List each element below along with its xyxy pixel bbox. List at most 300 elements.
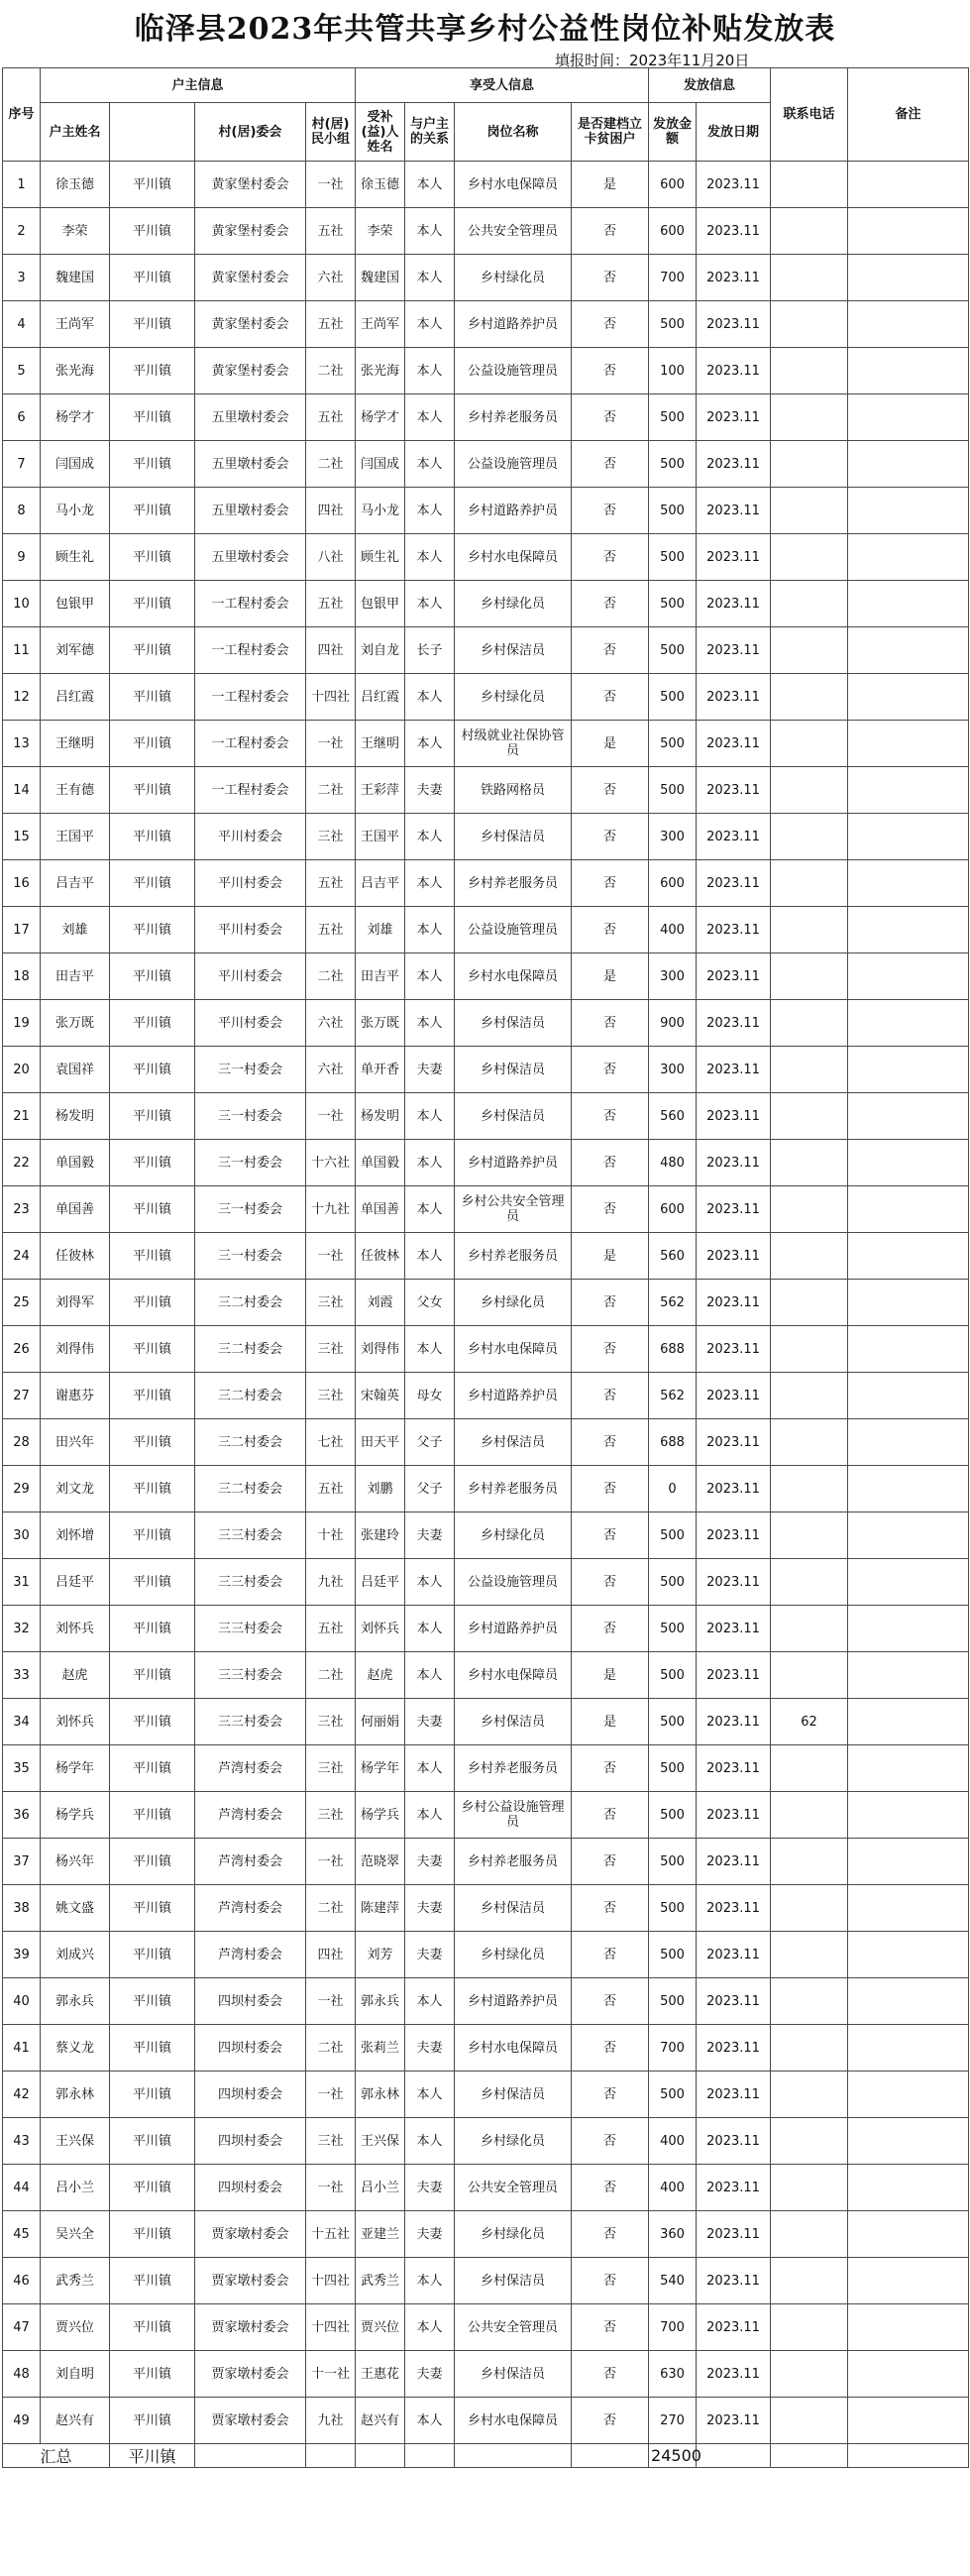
poverty-cell: 否 [572,2304,649,2351]
table-row [3,581,969,627]
village-cell: 一工程村委会 [195,627,306,674]
beneficiary-name-cell: 吕廷平 [356,1559,405,1606]
document-title: 临泽县2023年共管共享乡村公益性岗位补贴发放表 [134,12,836,47]
poverty-cell: 否 [572,2118,649,2165]
relation-cell: 夫妻 [405,2351,455,2398]
pay-date-cell: 2023.11 [697,348,771,394]
phone-cell [771,255,848,301]
beneficiary-name-cell: 杨学年 [356,1745,405,1792]
post-cell: 公益设施管理员 [455,348,572,394]
pay-date-cell: 2023.11 [697,162,771,208]
relation-cell: 本人 [405,1559,455,1606]
seq-cell: 10 [3,581,41,627]
phone-cell [771,2025,848,2072]
owner-name-cell: 吴兴全 [41,2211,110,2258]
village-cell: 贾家墩村委会 [195,2351,306,2398]
phone-cell [771,1466,848,1512]
relation-cell: 夫妻 [405,1885,455,1932]
group-cell: 五社 [306,907,356,953]
amount-cell: 500 [649,1652,697,1699]
phone-cell [771,674,848,721]
owner-name-cell: 王继明 [41,721,110,767]
post-cell: 乡村水电保障员 [455,2398,572,2444]
total-cell-empty [572,2444,649,2468]
table-row [3,907,969,953]
beneficiary-name-cell: 赵兴有 [356,2398,405,2444]
village-cell: 三一村委会 [195,1140,306,1186]
beneficiary-name-cell: 亚建兰 [356,2211,405,2258]
post-cell: 乡村道路养护员 [455,301,572,348]
remark-cell [848,721,969,767]
pay-date-cell: 2023.11 [697,2304,771,2351]
phone-cell [771,2165,848,2211]
remark-cell [848,674,969,721]
beneficiary-name-cell: 田吉平 [356,953,405,1000]
amount-cell: 500 [649,627,697,674]
village-cell: 四坝村委会 [195,2165,306,2211]
town-cell: 平川镇 [110,488,195,534]
group-cell: 十九社 [306,1186,356,1233]
poverty-cell: 是 [572,1699,649,1745]
pay-date-cell: 2023.11 [697,1885,771,1932]
remark-cell [848,907,969,953]
header-amount: 发放金额 [649,103,697,162]
poverty-cell: 否 [572,1419,649,1466]
amount-cell: 630 [649,2351,697,2398]
remark-cell [848,1652,969,1699]
table-row [3,2304,969,2351]
pay-date-cell: 2023.11 [697,1000,771,1047]
relation-cell: 本人 [405,814,455,860]
group-cell: 六社 [306,1047,356,1093]
remark-cell [848,814,969,860]
village-cell: 四坝村委会 [195,1978,306,2025]
owner-name-cell: 吕小兰 [41,2165,110,2211]
village-cell: 三三村委会 [195,1699,306,1745]
phone-cell [771,1932,848,1978]
amount-cell: 500 [649,2072,697,2118]
beneficiary-name-cell: 郭永林 [356,2072,405,2118]
table-row [3,1373,969,1419]
village-cell: 三一村委会 [195,1233,306,1280]
amount-cell: 300 [649,814,697,860]
seq-cell: 24 [3,1233,41,1280]
remark-cell [848,1466,969,1512]
post-cell: 乡村绿化员 [455,1280,572,1326]
seq-cell: 45 [3,2211,41,2258]
header-village: 村(居)委会 [195,103,306,162]
header-remark: 备注 [848,68,969,162]
poverty-cell: 是 [572,953,649,1000]
village-cell: 三二村委会 [195,1280,306,1326]
group-cell: 一社 [306,1978,356,2025]
village-cell: 五里墩村委会 [195,441,306,488]
remark-cell [848,1326,969,1373]
phone-cell [771,860,848,907]
seq-cell: 5 [3,348,41,394]
town-cell: 平川镇 [110,814,195,860]
table-row [3,2258,969,2304]
village-cell: 黄家堡村委会 [195,301,306,348]
seq-cell: 35 [3,1745,41,1792]
town-cell: 平川镇 [110,2398,195,2444]
relation-cell: 本人 [405,348,455,394]
amount-cell: 400 [649,907,697,953]
pay-date-cell: 2023.11 [697,907,771,953]
seq-cell: 37 [3,1839,41,1885]
remark-cell [848,767,969,814]
pay-date-cell: 2023.11 [697,814,771,860]
seq-cell: 28 [3,1419,41,1466]
group-cell: 二社 [306,953,356,1000]
pay-date-cell: 2023.11 [697,953,771,1000]
pay-date-cell: 2023.11 [697,860,771,907]
post-cell: 乡村道路养护员 [455,1606,572,1652]
table-row [3,1606,969,1652]
poverty-cell: 是 [572,721,649,767]
amount-cell: 500 [649,1512,697,1559]
town-cell: 平川镇 [110,767,195,814]
pay-date-cell: 2023.11 [697,1047,771,1093]
table-row [3,255,969,301]
town-cell: 平川镇 [110,953,195,1000]
group-cell: 五社 [306,1606,356,1652]
poverty-cell: 否 [572,1000,649,1047]
remark-cell [848,441,969,488]
relation-cell: 母女 [405,1373,455,1419]
amount-cell: 500 [649,1606,697,1652]
post-cell: 乡村绿化员 [455,581,572,627]
group-cell: 三社 [306,1326,356,1373]
phone-cell [771,1186,848,1233]
pay-date-cell: 2023.11 [697,2258,771,2304]
phone-cell [771,721,848,767]
pay-date-cell: 2023.11 [697,1839,771,1885]
beneficiary-name-cell: 魏建国 [356,255,405,301]
amount-cell: 600 [649,208,697,255]
table-row [3,1652,969,1699]
group-cell: 三社 [306,814,356,860]
pay-date-cell: 2023.11 [697,721,771,767]
owner-name-cell: 赵兴有 [41,2398,110,2444]
beneficiary-name-cell: 刘得伟 [356,1326,405,1373]
post-cell: 乡村绿化员 [455,1512,572,1559]
beneficiary-name-cell: 范晓翠 [356,1839,405,1885]
remark-cell [848,2211,969,2258]
seq-cell: 11 [3,627,41,674]
table-row [3,1233,969,1280]
poverty-cell: 否 [572,674,649,721]
poverty-cell: 否 [572,627,649,674]
phone-cell [771,1373,848,1419]
village-cell: 贾家墩村委会 [195,2398,306,2444]
post-cell: 村级就业社保协管员 [455,721,572,767]
subsidy-table [2,67,969,2468]
owner-name-cell: 单国善 [41,1186,110,1233]
relation-cell: 本人 [405,441,455,488]
relation-cell: 本人 [405,534,455,581]
village-cell: 芦湾村委会 [195,1932,306,1978]
phone-cell [771,2258,848,2304]
table-row [3,1839,969,1885]
pay-date-cell: 2023.11 [697,1233,771,1280]
phone-cell [771,2118,848,2165]
town-cell: 平川镇 [110,860,195,907]
village-cell: 一工程村委会 [195,674,306,721]
poverty-cell: 否 [572,2258,649,2304]
pay-date-cell: 2023.11 [697,1140,771,1186]
group-cell: 二社 [306,2025,356,2072]
beneficiary-name-cell: 武秀兰 [356,2258,405,2304]
beneficiary-name-cell: 宋翰英 [356,1373,405,1419]
post-cell: 乡村绿化员 [455,255,572,301]
beneficiary-name-cell: 张光海 [356,348,405,394]
remark-cell [848,1885,969,1932]
group-cell: 十社 [306,1512,356,1559]
post-cell: 乡村养老服务员 [455,1839,572,1885]
relation-cell: 夫妻 [405,1512,455,1559]
town-cell: 平川镇 [110,1932,195,1978]
phone-cell [771,348,848,394]
seq-cell: 44 [3,2165,41,2211]
seq-cell: 41 [3,2025,41,2072]
village-cell: 平川村委会 [195,860,306,907]
seq-cell: 25 [3,1280,41,1326]
village-cell: 一工程村委会 [195,721,306,767]
pay-date-cell: 2023.11 [697,627,771,674]
group-cell: 五社 [306,1466,356,1512]
table-row [3,441,969,488]
owner-name-cell: 郭永林 [41,2072,110,2118]
beneficiary-name-cell: 张万既 [356,1000,405,1047]
remark-cell [848,1140,969,1186]
poverty-cell: 否 [572,1559,649,1606]
relation-cell: 本人 [405,1186,455,1233]
town-cell: 平川镇 [110,581,195,627]
remark-cell [848,1280,969,1326]
beneficiary-name-cell: 吕红霞 [356,674,405,721]
poverty-cell: 否 [572,767,649,814]
post-cell: 乡村公益设施管理员 [455,1792,572,1839]
post-cell: 乡村保洁员 [455,1885,572,1932]
owner-name-cell: 蔡义龙 [41,2025,110,2072]
post-cell: 乡村养老服务员 [455,394,572,441]
relation-cell: 夫妻 [405,1839,455,1885]
table-row [3,2398,969,2444]
group-cell: 十一社 [306,2351,356,2398]
poverty-cell: 否 [572,1512,649,1559]
village-cell: 三二村委会 [195,1419,306,1466]
amount-cell: 500 [649,1699,697,1745]
amount-cell: 500 [649,581,697,627]
owner-name-cell: 吕廷平 [41,1559,110,1606]
pay-date-cell: 2023.11 [697,1093,771,1140]
relation-cell: 本人 [405,1326,455,1373]
header-phone: 联系电话 [771,68,848,162]
beneficiary-name-cell: 刘霞 [356,1280,405,1326]
owner-name-cell: 徐玉德 [41,162,110,208]
poverty-cell: 否 [572,907,649,953]
phone-cell [771,1839,848,1885]
total-label: 汇总 [3,2444,110,2468]
group-cell: 五社 [306,208,356,255]
phone-cell [771,1745,848,1792]
pay-date-cell: 2023.11 [697,1559,771,1606]
total-cell-empty [771,2444,848,2468]
post-cell: 乡村公共安全管理员 [455,1186,572,1233]
owner-name-cell: 刘成兴 [41,1932,110,1978]
remark-cell [848,2072,969,2118]
amount-cell: 500 [649,441,697,488]
poverty-cell: 否 [572,301,649,348]
header-group: 村(居)民小组 [306,103,356,162]
seq-cell: 27 [3,1373,41,1419]
amount-cell: 480 [649,1140,697,1186]
post-cell: 乡村道路养护员 [455,1373,572,1419]
remark-cell [848,1699,969,1745]
seq-cell: 4 [3,301,41,348]
remark-cell [848,348,969,394]
poverty-cell: 否 [572,2025,649,2072]
remark-cell [848,2258,969,2304]
post-cell: 乡村绿化员 [455,1932,572,1978]
remark-cell [848,1792,969,1839]
remark-cell [848,1745,969,1792]
town-cell: 平川镇 [110,721,195,767]
pay-date-cell: 2023.11 [697,1606,771,1652]
town-cell: 平川镇 [110,1978,195,2025]
seq-cell: 26 [3,1326,41,1373]
post-cell: 乡村保洁员 [455,1699,572,1745]
phone-cell [771,627,848,674]
remark-cell [848,208,969,255]
remark-cell [848,1373,969,1419]
beneficiary-name-cell: 王兴保 [356,2118,405,2165]
table-row [3,1047,969,1093]
group-cell: 三社 [306,1792,356,1839]
remark-cell [848,1233,969,1280]
owner-name-cell: 袁国祥 [41,1047,110,1093]
village-cell: 芦湾村委会 [195,1885,306,1932]
phone-cell [771,1280,848,1326]
phone-cell [771,1047,848,1093]
pay-date-cell: 2023.11 [697,1699,771,1745]
town-cell: 平川镇 [110,2025,195,2072]
amount-cell: 700 [649,255,697,301]
phone-cell [771,162,848,208]
town-cell: 平川镇 [110,1419,195,1466]
group-cell: 三社 [306,1745,356,1792]
amount-cell: 500 [649,1559,697,1606]
remark-cell [848,1047,969,1093]
amount-cell: 600 [649,1186,697,1233]
seq-cell: 42 [3,2072,41,2118]
table-row [3,2211,969,2258]
table-row [3,1559,969,1606]
town-cell: 平川镇 [110,255,195,301]
village-cell: 芦湾村委会 [195,1839,306,1885]
amount-cell: 0 [649,1466,697,1512]
beneficiary-name-cell: 何丽娟 [356,1699,405,1745]
pay-date-cell: 2023.11 [697,1512,771,1559]
phone-cell [771,2304,848,2351]
pay-date-cell: 2023.11 [697,1745,771,1792]
poverty-cell: 否 [572,394,649,441]
amount-cell: 500 [649,1839,697,1885]
town-cell: 平川镇 [110,2351,195,2398]
owner-name-cell: 顾生礼 [41,534,110,581]
table-row [3,1466,969,1512]
amount-cell: 562 [649,1373,697,1419]
amount-cell: 500 [649,1885,697,1932]
village-cell: 三三村委会 [195,1652,306,1699]
remark-cell [848,1606,969,1652]
owner-name-cell: 王有德 [41,767,110,814]
table-row [3,1419,969,1466]
group-cell: 九社 [306,2398,356,2444]
village-cell: 贾家墩村委会 [195,2304,306,2351]
poverty-cell: 否 [572,1745,649,1792]
beneficiary-name-cell: 顾生礼 [356,534,405,581]
phone-cell [771,907,848,953]
poverty-cell: 否 [572,1373,649,1419]
relation-cell: 本人 [405,907,455,953]
beneficiary-name-cell: 刘怀兵 [356,1606,405,1652]
relation-cell: 本人 [405,860,455,907]
owner-name-cell: 杨学兵 [41,1792,110,1839]
remark-cell [848,1978,969,2025]
beneficiary-name-cell: 任彼林 [356,1233,405,1280]
owner-name-cell: 张万既 [41,1000,110,1047]
village-cell: 三二村委会 [195,1326,306,1373]
beneficiary-name-cell: 王继明 [356,721,405,767]
group-cell: 一社 [306,162,356,208]
group-cell: 一社 [306,1839,356,1885]
remark-cell [848,1419,969,1466]
header-beneficiary-name: 受补(益)人姓名 [356,103,405,162]
amount-cell: 500 [649,1745,697,1792]
village-cell: 一工程村委会 [195,767,306,814]
phone-cell [771,2211,848,2258]
seq-cell: 49 [3,2398,41,2444]
remark-cell [848,301,969,348]
owner-name-cell: 田兴年 [41,1419,110,1466]
group-cell: 二社 [306,1885,356,1932]
poverty-cell: 否 [572,1047,649,1093]
phone-cell: 62 [771,1699,848,1745]
seq-cell: 17 [3,907,41,953]
amount-cell: 100 [649,348,697,394]
town-cell: 平川镇 [110,2072,195,2118]
owner-name-cell: 张光海 [41,348,110,394]
phone-cell [771,1559,848,1606]
phone-cell [771,441,848,488]
village-cell: 一工程村委会 [195,581,306,627]
village-cell: 黄家堡村委会 [195,255,306,301]
phone-cell [771,208,848,255]
town-cell: 平川镇 [110,1186,195,1233]
owner-name-cell: 刘军德 [41,627,110,674]
phone-cell [771,1512,848,1559]
remark-cell [848,581,969,627]
pay-date-cell: 2023.11 [697,581,771,627]
group-cell: 二社 [306,767,356,814]
amount-cell: 600 [649,860,697,907]
village-cell: 黄家堡村委会 [195,162,306,208]
beneficiary-name-cell: 吕小兰 [356,2165,405,2211]
poverty-cell: 否 [572,1978,649,2025]
owner-name-cell: 任彼林 [41,1233,110,1280]
